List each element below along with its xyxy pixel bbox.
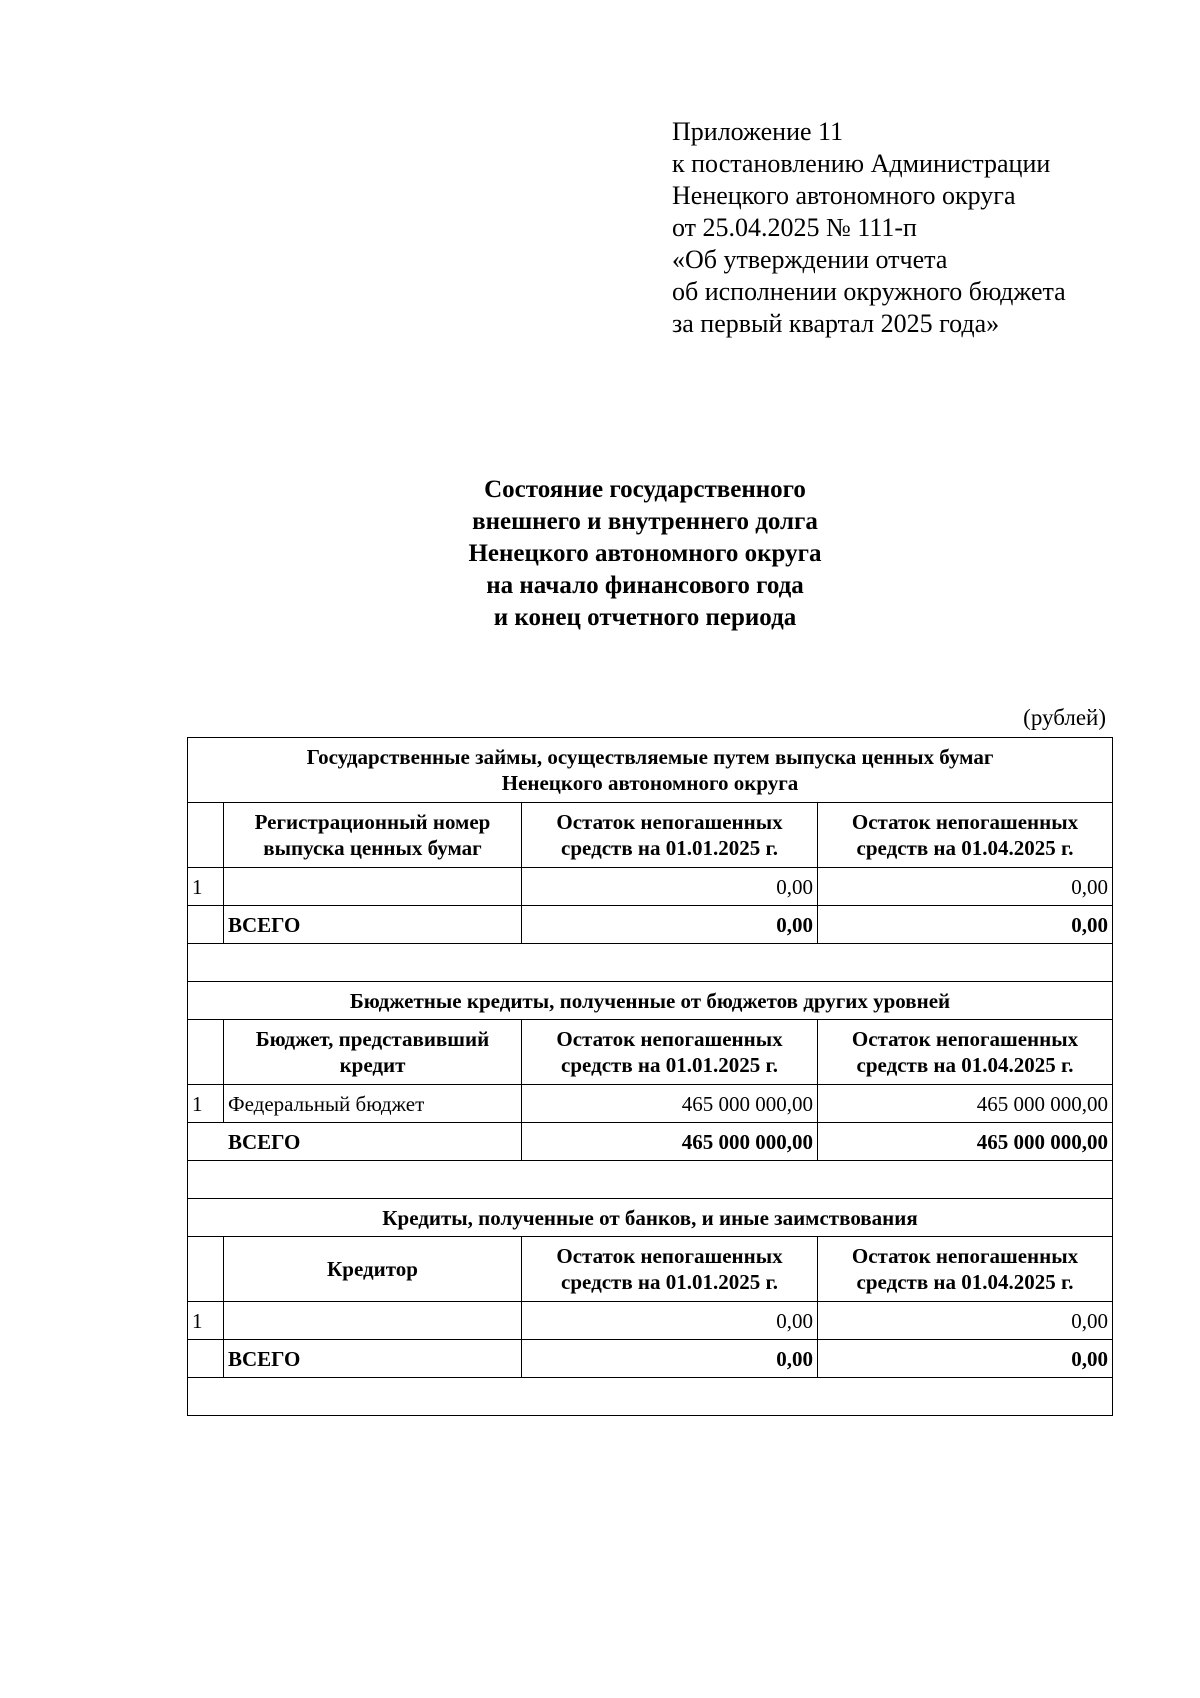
column-header-start: [522, 803, 818, 868]
row-start-value: 0,00: [522, 1302, 818, 1340]
total-end-value: 0,00: [818, 906, 1113, 944]
column-header-name: [224, 803, 522, 868]
header-line: Остаток непогашенных: [851, 1027, 1079, 1051]
row-start-value: 465 000 000,00: [522, 1085, 818, 1123]
total-row: [188, 906, 1113, 944]
header-line: средств на 01.01.2025 г.: [561, 1053, 778, 1077]
header-line: Остаток непогашенных: [556, 1244, 783, 1268]
spacer-cell: [188, 944, 1113, 982]
section-title: [188, 738, 1113, 803]
header-line: Регистрационный номер: [254, 810, 491, 834]
column-header-end: [818, 803, 1113, 868]
document-title: [300, 474, 990, 634]
header-line: Остаток непогашенных: [556, 1027, 783, 1051]
table-row: [188, 868, 1113, 906]
column-header-end: [818, 1020, 1113, 1085]
index-header: [188, 1020, 224, 1085]
row-name: [224, 1302, 522, 1340]
spacer-cell: [188, 1161, 1113, 1199]
appendix-line: об исполнении окружного бюджета: [672, 277, 1066, 306]
row-name: Федеральный бюджет: [224, 1085, 522, 1123]
column-header-row: [188, 803, 1113, 868]
section-title-line: Ненецкого автономного округа: [501, 771, 799, 795]
table-row: [188, 1085, 1113, 1123]
header-line: средств на 01.04.2025 г.: [856, 1270, 1074, 1294]
column-header-row: [188, 1237, 1113, 1302]
header-line: Остаток непогашенных: [851, 810, 1079, 834]
spacer-cell: [188, 1378, 1113, 1416]
header-line: выпуска ценных бумаг: [263, 836, 482, 860]
title-line: на начало финансового года: [486, 572, 804, 599]
appendix-line: за первый квартал 2025 года»: [672, 309, 1000, 338]
appendix-line: Ненецкого автономного округа: [672, 181, 1016, 210]
appendix-line: от 25.04.2025 № 111-п: [672, 213, 917, 242]
header-line: средств на 01.01.2025 г.: [561, 1270, 778, 1294]
title-line: Ненецкого автономного округа: [468, 540, 822, 567]
total-start-value: 0,00: [522, 906, 818, 944]
spacer-row: [188, 944, 1113, 982]
header-line: средств на 01.04.2025 г.: [856, 1053, 1074, 1077]
header-line: средств на 01.04.2025 г.: [856, 836, 1074, 860]
column-header-row: [188, 1020, 1113, 1085]
debt-table: [187, 737, 1113, 1416]
row-index: 1: [188, 1302, 224, 1340]
row-start-value: 0,00: [522, 868, 818, 906]
total-start-value: 465 000 000,00: [522, 1123, 818, 1161]
header-line: средств на 01.01.2025 г.: [561, 836, 778, 860]
total-row: [188, 1340, 1113, 1378]
total-label: ВСЕГО: [188, 1123, 522, 1161]
spacer-row: [188, 1161, 1113, 1199]
column-header-start: [522, 1020, 818, 1085]
total-end-value: 465 000 000,00: [818, 1123, 1113, 1161]
row-index: 1: [188, 1085, 224, 1123]
section-title-row: [188, 982, 1113, 1020]
appendix-line: к постановлению Администрации: [672, 149, 1051, 178]
unit-label: (рублей): [1023, 705, 1106, 730]
row-index: 1: [188, 868, 224, 906]
row-end-value: 465 000 000,00: [818, 1085, 1113, 1123]
table-row: [188, 1302, 1113, 1340]
section-title-row: [188, 1199, 1113, 1237]
index-header: [188, 803, 224, 868]
section-title: Бюджетные кредиты, полученные от бюджетов других уровней: [188, 982, 1113, 1020]
column-header-end: [818, 1237, 1113, 1302]
section-title-line: Государственные займы, осуществляемые путем выпуска ценных бумаг: [306, 745, 994, 769]
header-line: Остаток непогашенных: [851, 1244, 1079, 1268]
header-line: Остаток непогашенных: [556, 810, 783, 834]
total-start-value: 0,00: [522, 1340, 818, 1378]
total-end-value: 0,00: [818, 1340, 1113, 1378]
header-line: Бюджет, представивший: [255, 1027, 490, 1051]
header-line: Кредитор: [327, 1257, 418, 1281]
row-end-value: 0,00: [818, 868, 1113, 906]
row-name: [224, 868, 522, 906]
title-line: и конец отчетного периода: [493, 604, 797, 631]
total-label: ВСЕГО: [224, 1340, 522, 1378]
appendix-line: Приложение 11: [672, 117, 844, 146]
total-index: [188, 906, 224, 944]
total-index: [188, 1340, 224, 1378]
title-line: Состояние государственного: [484, 476, 806, 503]
column-header-name: [224, 1237, 522, 1302]
index-header: [188, 1237, 224, 1302]
section-title-row: [188, 738, 1113, 803]
section-title: Кредиты, полученные от банков, и иные заимствования: [188, 1199, 1113, 1237]
column-header-name: [224, 1020, 522, 1085]
header-line: кредит: [339, 1053, 406, 1077]
column-header-start: [522, 1237, 818, 1302]
appendix-block: [672, 116, 1066, 340]
title-line: внешнего и внутреннего долга: [472, 508, 818, 535]
total-row: [188, 1123, 1113, 1161]
appendix-line: «Об утверждении отчета: [672, 245, 948, 274]
row-end-value: 0,00: [818, 1302, 1113, 1340]
total-label: ВСЕГО: [224, 906, 522, 944]
spacer-row: [188, 1378, 1113, 1416]
